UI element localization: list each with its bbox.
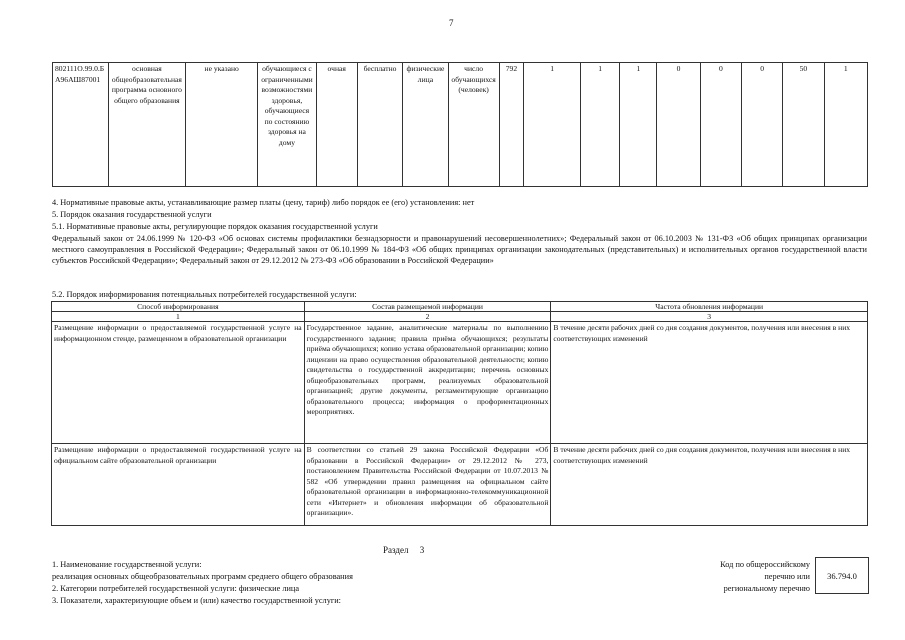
table-row: [53, 63, 868, 187]
registry-code-value: 36.794.0: [827, 570, 857, 581]
service-name: реализация основных общеобразовательных программ среднего общего образования: [52, 572, 353, 581]
code-label-line: Код по общероссийскому: [720, 560, 810, 569]
indicators-heading: 3. Показатели, характеризующие объем и (или) качество государственной услуги:: [52, 596, 341, 605]
section-label: Раздел: [383, 545, 409, 555]
value-cell: 0: [742, 63, 783, 187]
column-header: Частота обновления информации: [551, 302, 868, 312]
value-cell: 1: [581, 63, 620, 187]
section-5-2: 5.2. Порядок информирования потенциальных потребителей государственной услуги:: [52, 290, 357, 299]
value-cell: 0: [657, 63, 700, 187]
code-label-line: региональному перечню: [723, 584, 810, 593]
column-header: Способ информирования: [52, 302, 305, 312]
info-table: [51, 301, 868, 526]
content-cell: В соответствии со статьей 29 закона Российской Федерации «Об образовании в Российской Федерации» от 29.12.2012 № 273, постановлением Правительства Российской Федерации от 10.07.2013 № 582 «Об утверждении правил размещения на официальном сайте образовательной организации в информационно-телекоммуникационной сети «Интернет» и обновления информации об образовательной организации».: [304, 444, 551, 526]
standard-cell: не указано: [186, 63, 258, 187]
registry-number-cell: 802111О.99.0.БА96АШ87001: [53, 63, 109, 187]
table-header-row: [52, 302, 868, 312]
category-cell: обучающиеся с ограниченными возможностями здоровья, обучающиеся по состоянию здоровья на дому: [258, 63, 316, 187]
section-4: 4. Нормативные правовые акты, устанавливающие размер платы (цену, тариф) либо порядок ее (его) установления: нет: [52, 198, 475, 207]
frequency-cell: В течение десяти рабочих дней со дня создания документов, получения или внесения в них соответствующих изменений: [551, 322, 868, 444]
table-row: [52, 322, 868, 444]
frequency-cell: В течение десяти рабочих дней со дня создания документов, получения или внесения в них соответствующих изменений: [551, 444, 868, 526]
column-number: 2: [304, 312, 551, 322]
top-indicator-table: [52, 62, 868, 187]
code-label-line: перечню или: [764, 572, 810, 581]
consumer-category: 2. Категории потребителей государственной услуги: физические лица: [52, 584, 300, 593]
program-cell: основная общеобразовательная программа основного общего образования: [108, 63, 185, 187]
value-cell: 1: [524, 63, 581, 187]
method-cell: Размещение информации о предоставляемой государственной услуге на официальном сайте образовательной организации: [52, 444, 305, 526]
table-row: [52, 444, 868, 526]
form-cell: очная: [316, 63, 357, 187]
column-number: 1: [52, 312, 305, 322]
section-5: 5. Порядок оказания государственной услуги: [52, 210, 212, 219]
okei-cell: 792: [499, 63, 524, 187]
column-header: Состав размещаемой информации: [304, 302, 551, 312]
content-cell: Государственное задание, аналитические материалы по выполнению государственного задания; правила приёма обучающихся; результаты приёма обучающихся; копию устава образовательной организации; копию лицензии на право осуществления образовательной деятельности; копию свидетельства о государственной аккредитации; перечень основных общеобразовательных программ, реализуемых образовательной организацией; другие документы, регламентирующие организацию образовательного процесса; информация о профориентационных мероприятиях.: [304, 322, 551, 444]
value-cell: 1: [824, 63, 867, 187]
consumers-cell: физические лица: [403, 63, 448, 187]
laws-paragraph: Федеральный закон от 24.06.1999 № 120-ФЗ «Об основах системы профилактики безнадзорности и правонарушений несовершеннолетних»; Федеральный закон от 06.10.2003 № 131-ФЗ «Об общих принципах организации местного самоуправления в Российской Федерации»; Федеральный закон от 06.10.1999 № 184-ФЗ «Об общих принципах организации законодательных (представительных) и исполнительных органов государственной власти субъектов Российской Федерации»; Федеральный закон от 29.12.2012 № 273-ФЗ «Об образовании в Российской Федерации»: [52, 234, 867, 265]
payment-cell: бесплатно: [357, 63, 402, 187]
value-cell: 50: [783, 63, 824, 187]
page-number: 7: [449, 18, 454, 28]
indicator-cell: число обучающихся (человек): [448, 63, 499, 187]
registry-code-box: [815, 557, 869, 594]
table-number-row: [52, 312, 868, 322]
service-name-label: 1. Наименование государственной услуги:: [52, 560, 202, 569]
registry-code-label: [720, 559, 810, 595]
value-cell: 0: [700, 63, 741, 187]
section-heading: [383, 545, 424, 555]
method-cell: Размещение информации о предоставляемой государственной услуге на информационном стенде, размещенном в образовательной организации: [52, 322, 305, 444]
value-cell: 1: [620, 63, 657, 187]
section-5-1: 5.1. Нормативные правовые акты, регулирующие порядок оказания государственной услуги: [52, 222, 378, 231]
column-number: 3: [551, 312, 868, 322]
section-number: 3: [419, 545, 425, 555]
